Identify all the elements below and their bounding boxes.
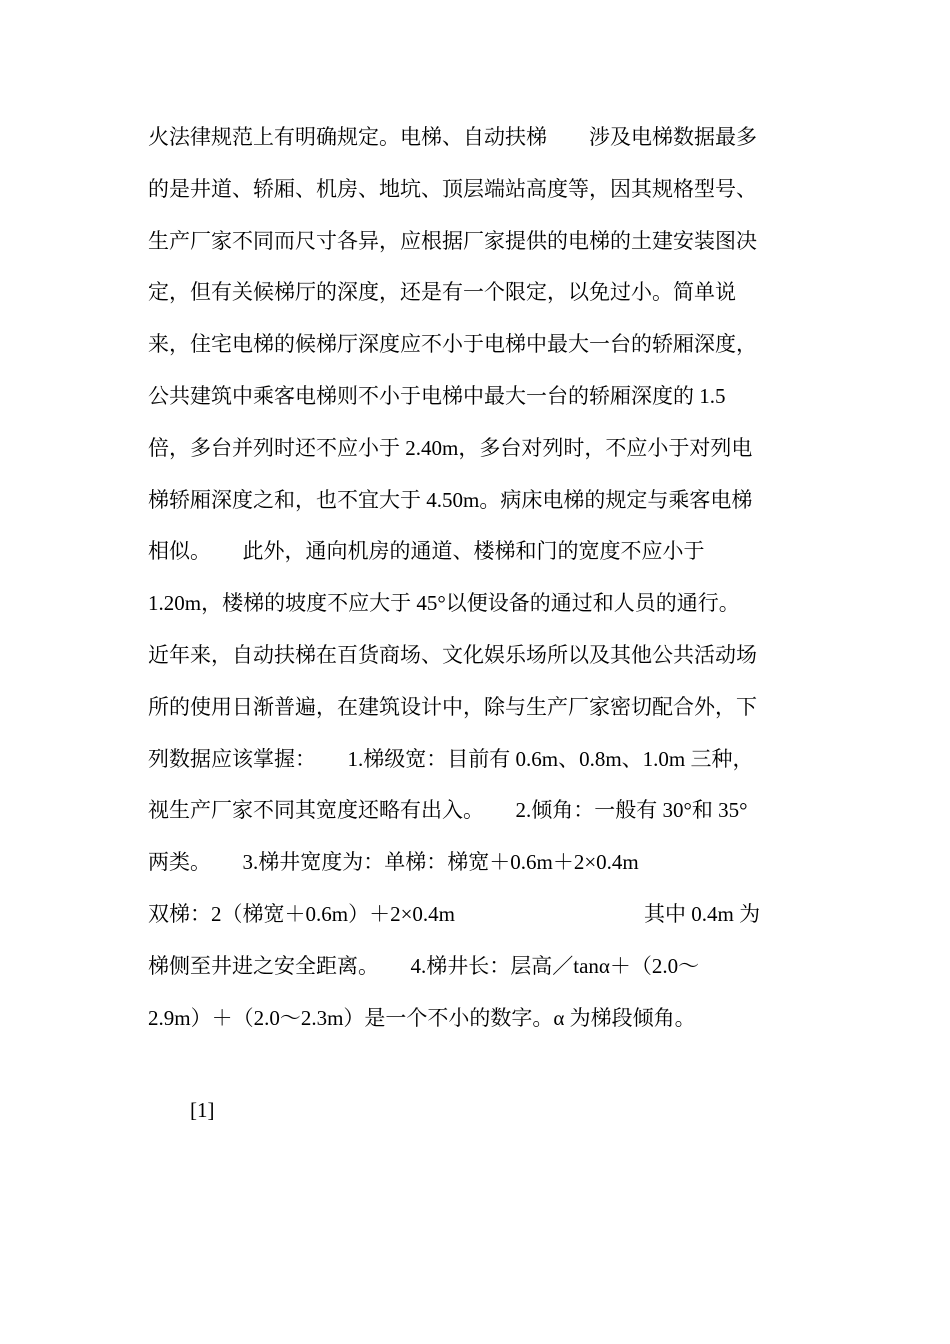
text-line-8: 梯轿厢深度之和，也不宜大于 4.50m。病床电梯的规定与乘客电梯 [148, 487, 753, 512]
text-line-7: 倍，多台并列时还不应小于 2.40m，多台对列时，不应小于对列电 [148, 435, 753, 460]
text-line-6: 公共建筑中乘客电梯则不小于电梯中最大一台的轿厢深度的 1.5 [148, 383, 726, 408]
body-paragraph [148, 112, 808, 1044]
text-line-16: 双梯：2（梯宽＋0.6m）＋2×0.4m 其中 0.4m 为 [148, 901, 761, 926]
text-line-10: 1.20m，楼梯的坡度不应大于 45°以便设备的通过和人员的通行。 [148, 591, 740, 616]
text-line-9: 相似。 此外，通向机房的通道、楼梯和门的宽度不应小于 [148, 539, 705, 564]
footnote-reference[interactable]: [1] [190, 1098, 215, 1122]
text-line-2: 的是井道、轿厢、机房、地坑、顶层端站高度等，因其规格型号、 [148, 176, 757, 201]
text-line-17: 梯侧至井进之安全距离。 4.梯井长：层高／tanα＋（2.0～ [148, 953, 700, 978]
text-line-1: 火法律规范上有明确规定。电梯、自动扶梯 涉及电梯数据最多 [148, 125, 757, 149]
text-line-14: 视生产厂家不同其宽度还略有出入。 2.倾角：一般有 30°和 35° [148, 798, 748, 823]
text-line-5: 来，住宅电梯的候梯厅深度应不小于电梯中最大一台的轿厢深度， [148, 332, 757, 357]
text-line-18: 2.9m）＋（2.0～2.3m）是一个不小的数字。α 为梯段倾角。 [148, 1005, 696, 1030]
text-line-12: 所的使用日渐普遍，在建筑设计中，除与生产厂家密切配合外，下 [148, 694, 757, 719]
text-line-15: 两类。 3.梯井宽度为：单梯：梯宽＋0.6m＋2×0.4m [148, 850, 639, 875]
text-line-3: 生产厂家不同而尺寸各异，应根据厂家提供的电梯的土建安装图决 [148, 228, 757, 253]
text-line-13: 列数据应该掌握： 1.梯级宽：目前有 0.6m、0.8m、1.0m 三种， [148, 746, 754, 771]
text-line-4: 定，但有关候梯厅的深度，还是有一个限定，以免过小。简单说 [148, 280, 736, 305]
text-line-11: 近年来，自动扶梯在百货商场、文化娱乐场所以及其他公共活动场 [148, 642, 757, 667]
